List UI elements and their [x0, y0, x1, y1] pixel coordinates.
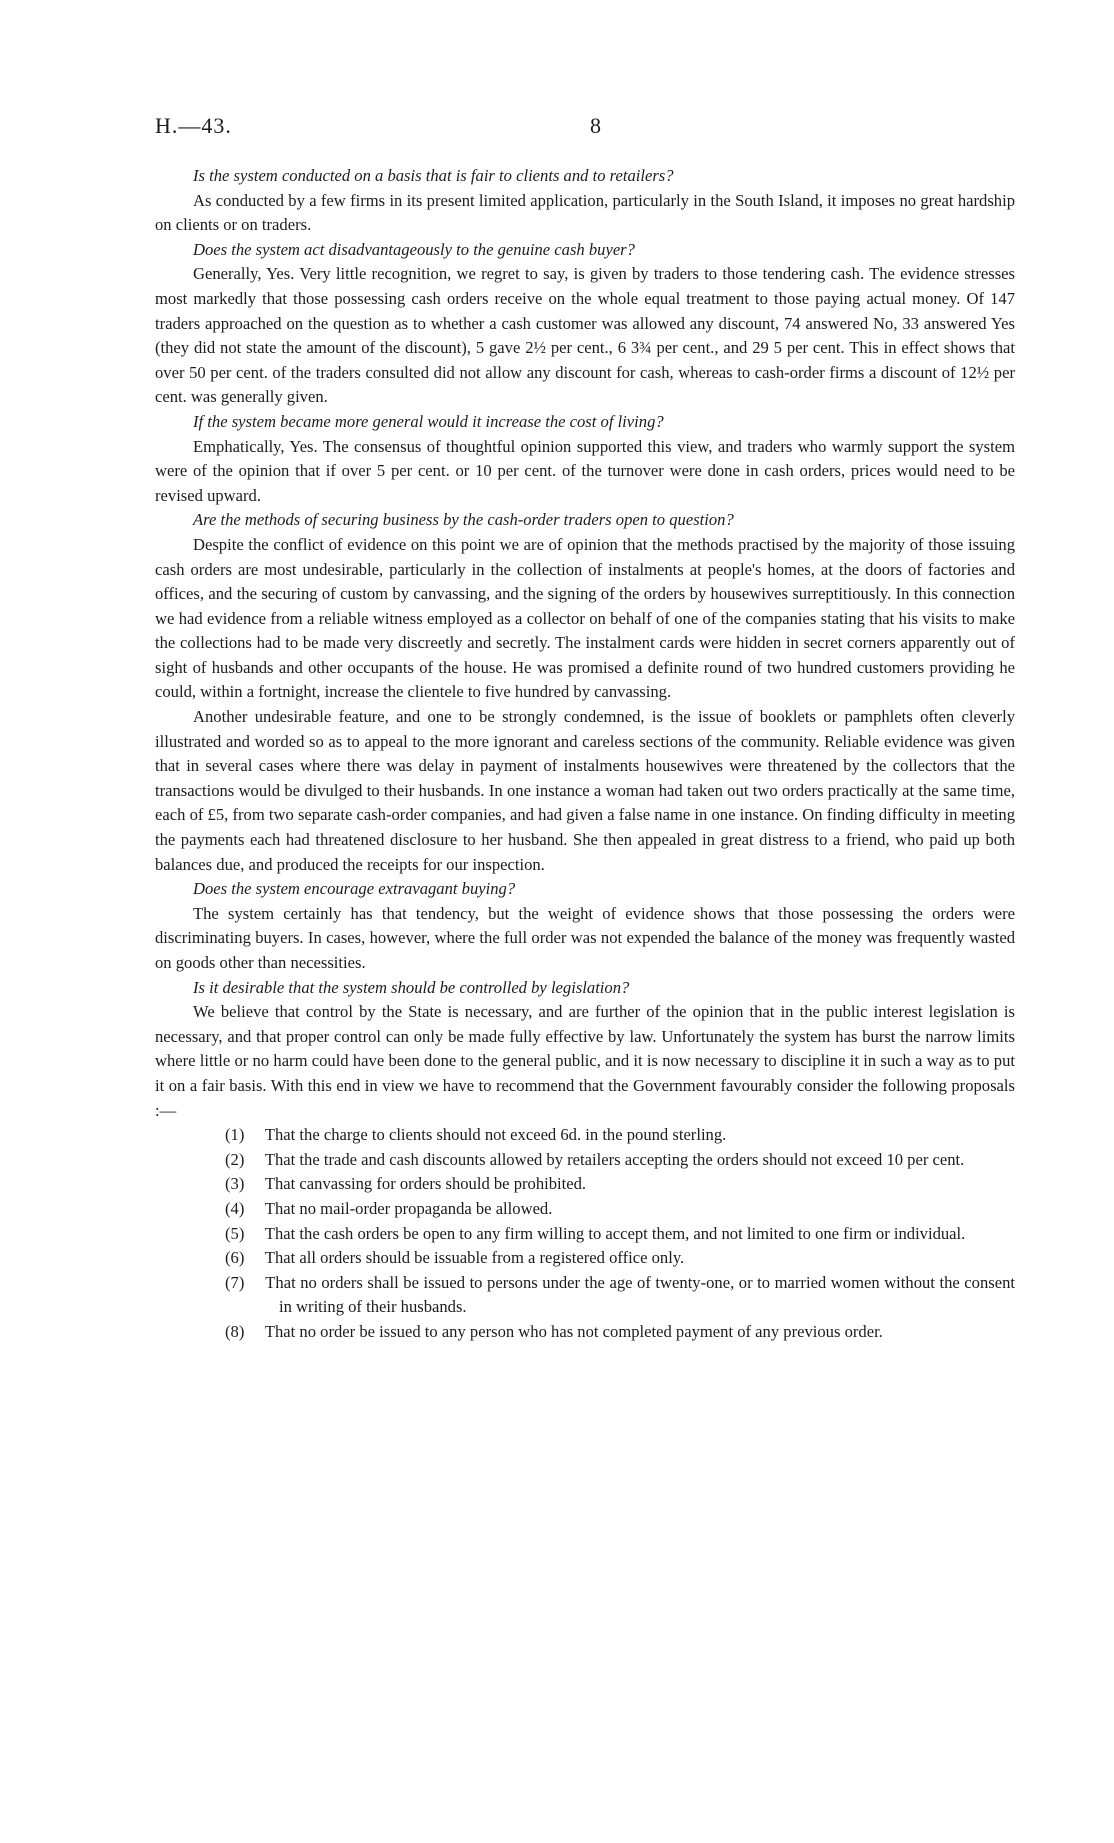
answer-paragraph: Despite the conflict of evidence on this point we are of opinion that the methods practised by the majority of those issuing cash orders are most undesirable, particularly in the collection of instalments at people's homes, at the doors of factories and offices, and the securing of custom by canvassing, and the signing of the orders by housewives surreptitiously. In this connection we had evidence from a reliable witness employed as a collector on behalf of one of the companies stating that his visits to make the collections had to be made very discreetly and secretly. The instalment cards were hidden in secret corners apparently out of sight of husbands and other occupants of the house. He was promised a definite round of two hundred customers providing he could, within a fortnight, increase the clientele to five hundred by canvassing.	[155, 534, 1015, 702]
proposal-item	[225, 1172, 1015, 1197]
proposal-item	[225, 1123, 1015, 1148]
proposal-text: That the trade and cash discounts allowed by retailers accepting the orders should not exceed 10 per cent.	[264, 1149, 965, 1169]
answer-paragraph: Generally, Yes. Very little recognition, we regret to say, is given by traders to those tendering cash. The evidence stresses most markedly that those possessing cash orders receive on the whole equal treatment to those paying actual money. Of 147 traders approached on the question as to whether a cash customer was allowed any discount, 74 answered No, 33 answered Yes (they did not state the amount of the discount), 5 gave 2½ per cent., 6 3¾ per cent., and 29 5 per cent. This in effect shows that over 50 per cent. of the traders consulted did not allow any discount for cash, whereas to cash-order firms a discount of 12½ per cent. was generally given.	[155, 264, 1015, 407]
question-heading: If the system became more general would it increase the cost of living?	[193, 411, 664, 431]
question-heading: Does the system act disadvantageously to the genuine cash buyer?	[193, 239, 635, 259]
proposal-item	[225, 1320, 1015, 1345]
question-heading: Is it desirable that the system should be controlled by legislation?	[193, 977, 630, 997]
proposal-text: That canvassing for orders should be prohibited.	[264, 1174, 587, 1194]
proposal-number: (6)	[225, 1248, 245, 1268]
proposal-number: (5)	[225, 1223, 245, 1243]
question-heading: Are the methods of securing business by the cash-order traders open to question?	[193, 510, 734, 530]
question-heading: Is the system conducted on a basis that is fair to clients and to retailers?	[193, 166, 674, 185]
proposal-number: (3)	[225, 1174, 245, 1194]
proposal-text: That all orders should be issuable from a registered office only.	[264, 1248, 685, 1268]
proposal-number: (2)	[225, 1149, 245, 1169]
proposal-text: That the charge to clients should not exceed 6d. in the pound sterling.	[264, 1125, 727, 1145]
proposal-item	[225, 1246, 1015, 1271]
proposal-number: (7)	[225, 1272, 245, 1292]
page-header	[155, 113, 1015, 143]
answer-paragraph: We believe that control by the State is necessary, and are further of the opinion that in the public interest legislation is necessary, and that proper control can only be made fully effective by law. Unfortunately the system has burst the narrow limits where little or no harm could have been done to the general public, and it is now necessary to discipline it in such a way as to put it on a fair basis. With this end in view we have to recommend that the Government favourably consider the following proposals :—	[155, 1002, 1015, 1120]
proposal-text: That the cash orders be open to any firm willing to accept them, and not limited to one firm or individual.	[264, 1223, 966, 1243]
answer-paragraph: Another undesirable feature, and one to be strongly condemned, is the issue of booklets or pamphlets often cleverly illustrated and worded so as to appeal to the more ignorant and careless sections of the community. Reliable evidence was given that in several cases where there was delay in payment of instalments housewives were threatened by the collectors that the transactions would be divulged to their husbands. In one instance a woman had taken out two orders practically at the same time, each of £5, from two separate cash-order companies, and had given a false name in one instance. On finding difficulty in meeting the payments each had threatened disclosure to her husband. She then appealed in great distress to a friend, who paid up both balances due, and produced the receipts for our inspection.	[155, 707, 1015, 874]
proposal-number: (4)	[225, 1198, 245, 1218]
report-body	[155, 164, 1015, 1345]
proposal-number: (1)	[225, 1125, 245, 1145]
proposal-item	[225, 1222, 1015, 1247]
document-reference: H.—43.	[155, 113, 232, 138]
proposals-list	[155, 1123, 1015, 1344]
proposal-text: That no orders shall be issued to persons under the age of twenty-one, or to married women without the consent in writing of their husbands.	[265, 1272, 1015, 1317]
proposal-item	[225, 1148, 1015, 1173]
answer-paragraph: The system certainly has that tendency, but the weight of evidence shows that those possessing the orders were discriminating buyers. In cases, however, where the full order was not expended the balance of the money was frequently wasted on goods other than necessities.	[155, 903, 1015, 972]
page-number: 8	[590, 113, 601, 138]
answer-paragraph: Emphatically, Yes. The consensus of thoughtful opinion supported this view, and traders who warmly support the system were of the opinion that if over 5 per cent. or 10 per cent. of the turnover were done in cash orders, prices would need to be revised upward.	[155, 436, 1015, 505]
proposal-text: That no mail-order propaganda be allowed.	[264, 1198, 553, 1218]
proposal-number: (8)	[225, 1321, 245, 1341]
question-heading: Does the system encourage extravagant buying?	[193, 879, 516, 899]
proposal-item	[225, 1197, 1015, 1222]
proposal-text: That no order be issued to any person who has not completed payment of any previous order.	[264, 1321, 883, 1341]
proposal-item	[225, 1271, 1015, 1320]
answer-paragraph: As conducted by a few firms in its present limited application, particularly in the South Island, it imposes no great hardship on clients or on traders.	[155, 190, 1015, 235]
